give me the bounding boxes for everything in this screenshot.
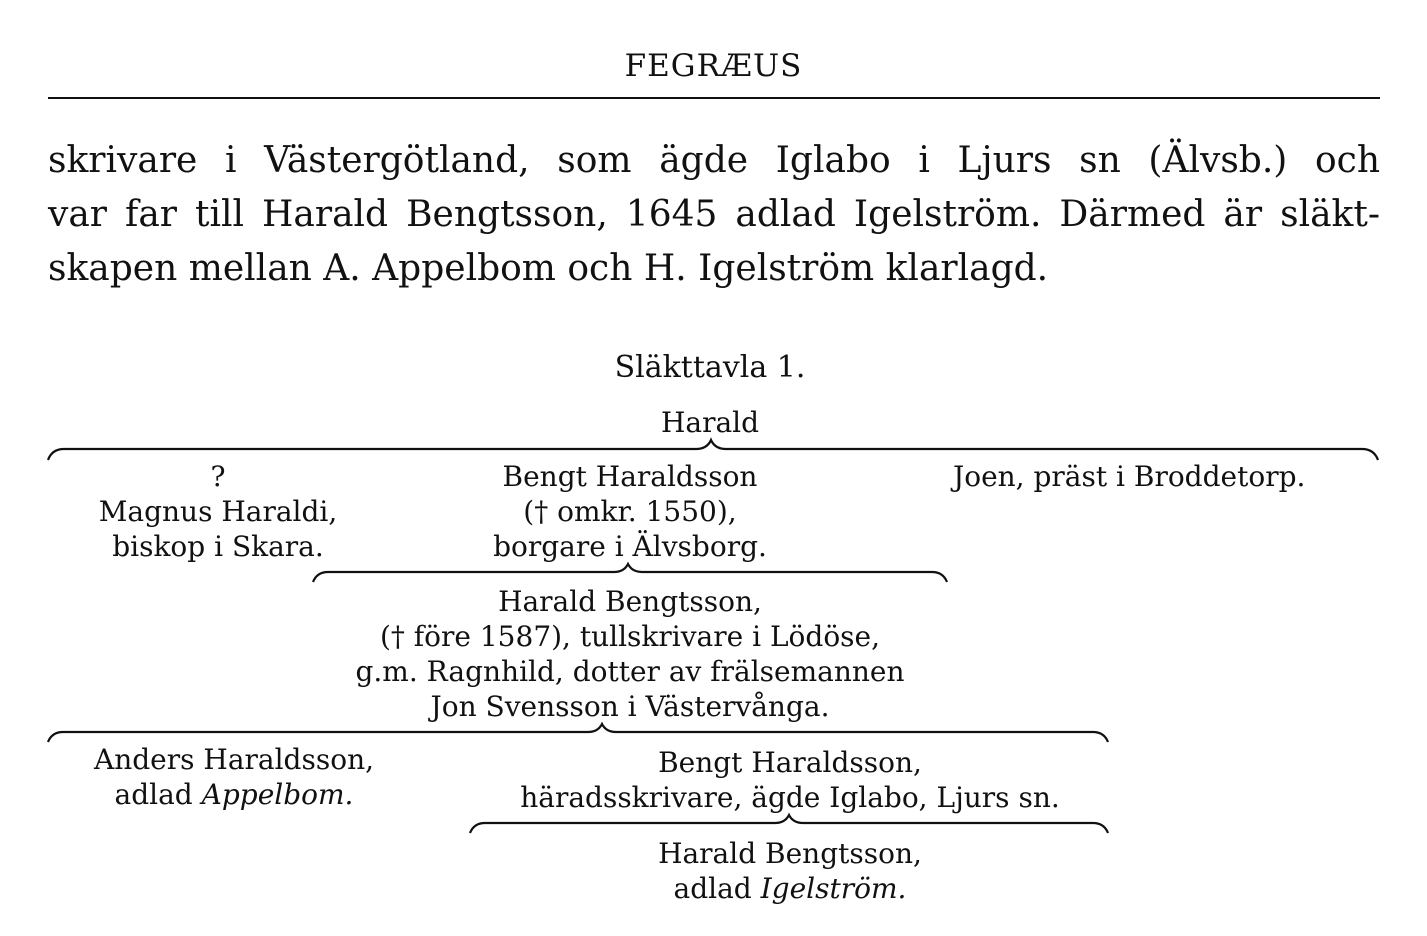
table-title: Släkttavla 1. bbox=[614, 350, 806, 385]
bengt-haraldsson-gen3: Bengt Haraldsson, häradsskrivare, ägde Iglabo, Ljurs sn. bbox=[520, 746, 1060, 814]
appelbom-name: Appelbom. bbox=[201, 778, 354, 811]
magnus-haraldi: ? Magnus Haraldi, biskop i Skara. bbox=[98, 460, 338, 563]
harald-bengtsson-gen2: Harald Bengtsson, († före 1587), tullskrivare i Lödöse, g.m. Ragnhild, dotter av frälsemannen Jon Svensson i Västervånga. bbox=[355, 585, 905, 723]
brace-gen3 bbox=[48, 724, 1108, 742]
paragraph-line-1: skrivare i Västergötland, som ägde Iglabo i Ljurs sn (Älvsb.) och bbox=[48, 140, 1380, 181]
igelstrom-name: Igelström. bbox=[760, 872, 907, 905]
joen: Joen, präst i Broddetorp. bbox=[953, 460, 1306, 493]
running-head: FEGRÆUS bbox=[624, 48, 803, 84]
root-name: Harald bbox=[660, 406, 760, 439]
brace-gen1 bbox=[48, 440, 1378, 460]
paragraph-line-3: skapen mellan A. Appelbom och H. Igelström klarlagd. bbox=[48, 248, 1049, 289]
bengt-haraldsson-gen1: Bengt Haraldsson († omkr. 1550), borgare i Älvsborg. bbox=[493, 460, 767, 563]
brace-gen2 bbox=[313, 564, 947, 582]
harald-bengtsson-gen4: Harald Bengtsson, adlad Igelström. bbox=[658, 837, 922, 905]
anders-haraldsson: Anders Haraldsson, adlad Appelbom. bbox=[94, 743, 374, 811]
brace-gen4 bbox=[470, 815, 1108, 833]
paragraph-line-2: var far till Harald Bengtsson, 1645 adlad Igelström. Därmed är släkt- bbox=[48, 194, 1380, 235]
